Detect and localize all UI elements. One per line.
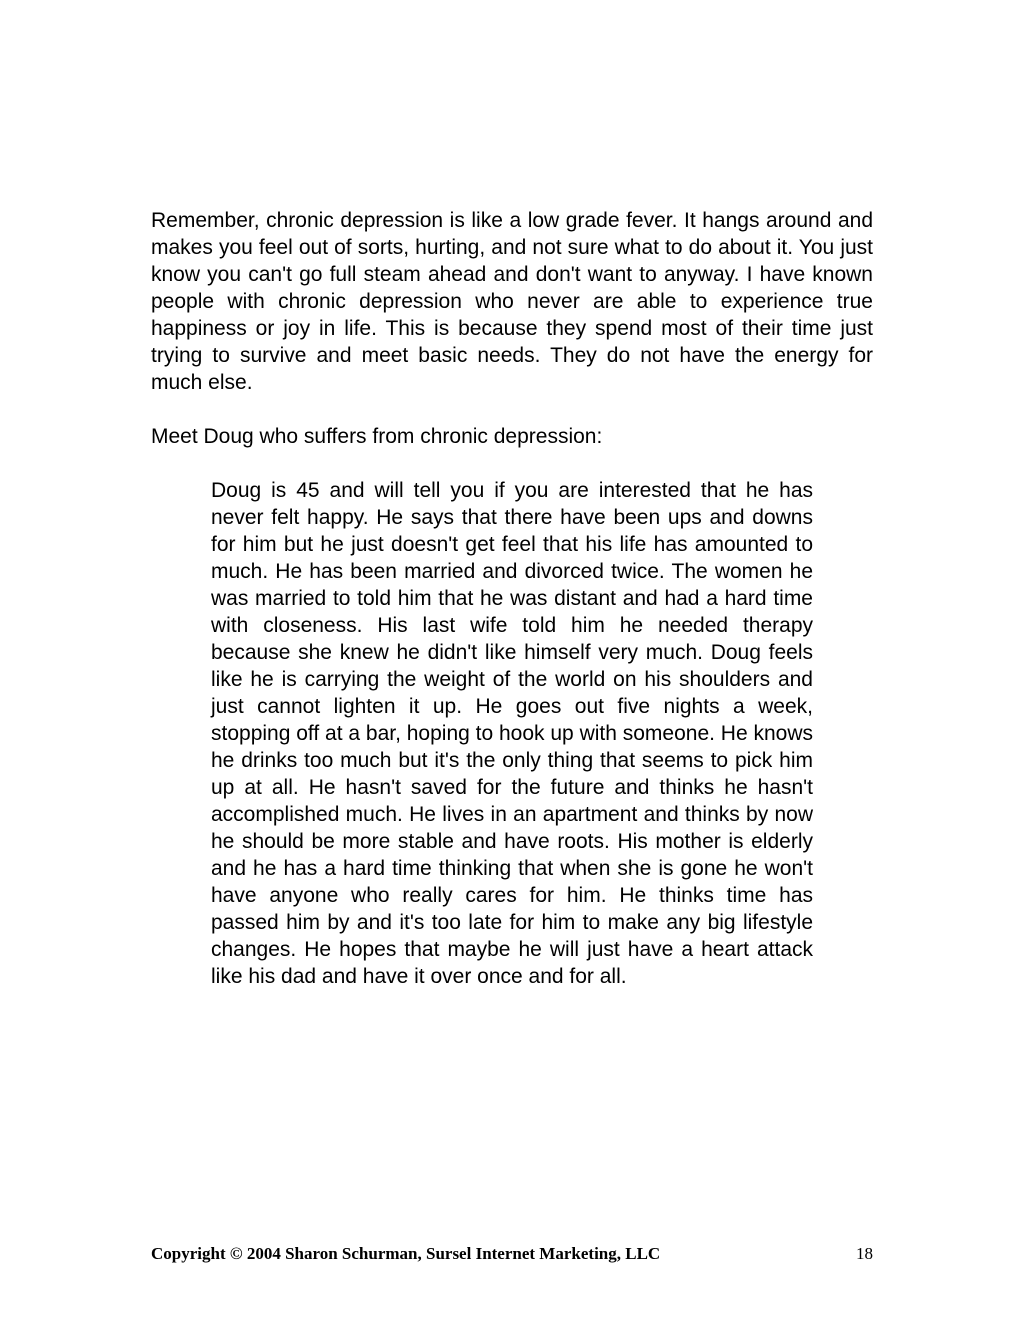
- page-number: 18: [856, 1244, 873, 1263]
- body-paragraph-meet-doug: Meet Doug who suffers from chronic depression:: [151, 425, 603, 448]
- footer-copyright: Copyright © 2004 Sharon Schurman, Sursel Internet Marketing, LLC: [151, 1244, 661, 1263]
- case-story-doug: Doug is 45 and will tell you if you are interested that he has never felt happy. He says that there have been ups and downs for him but he just doesn't get feel that his life has amounted to much. He has been married and divorced twice. The women he was married to told him that he was distant and had a hard time with closeness. His last wife told him he needed therapy because she knew he didn't like himself very much. Doug feels like he is carrying the weight of the world on his shoulders and just cannot lighten it up. He goes out five nights a week, stopping off at a bar, hoping to hook up with someone. He knows he drinks too much but it's the only thing that seems to pick him up at all. He hasn't saved for the future and thinks he hasn't accomplished much. He lives in an apartment and thinks by now he should be more stable and have roots. His mother is elderly and he has a hard time thinking that when she is gone he won't have anyone who really cares for him. He thinks time has passed him by and it's too late for him to make any big lifestyle changes. He hopes that maybe he will just have a heart attack like his dad and have it over once and for all.: [211, 479, 814, 988]
- body-paragraph-chronic-depression: Remember, chronic depression is like a low grade fever. It hangs around and makes you feel out of sorts, hurting, and not sure what to do about it. You just know you can't go full steam ahead and don't want to anyway. I have known people with chronic depression who never are able to experience true happiness or joy in life. This is because they spend most of their time just trying to survive and meet basic needs. They do not have the energy for much else.: [151, 209, 873, 394]
